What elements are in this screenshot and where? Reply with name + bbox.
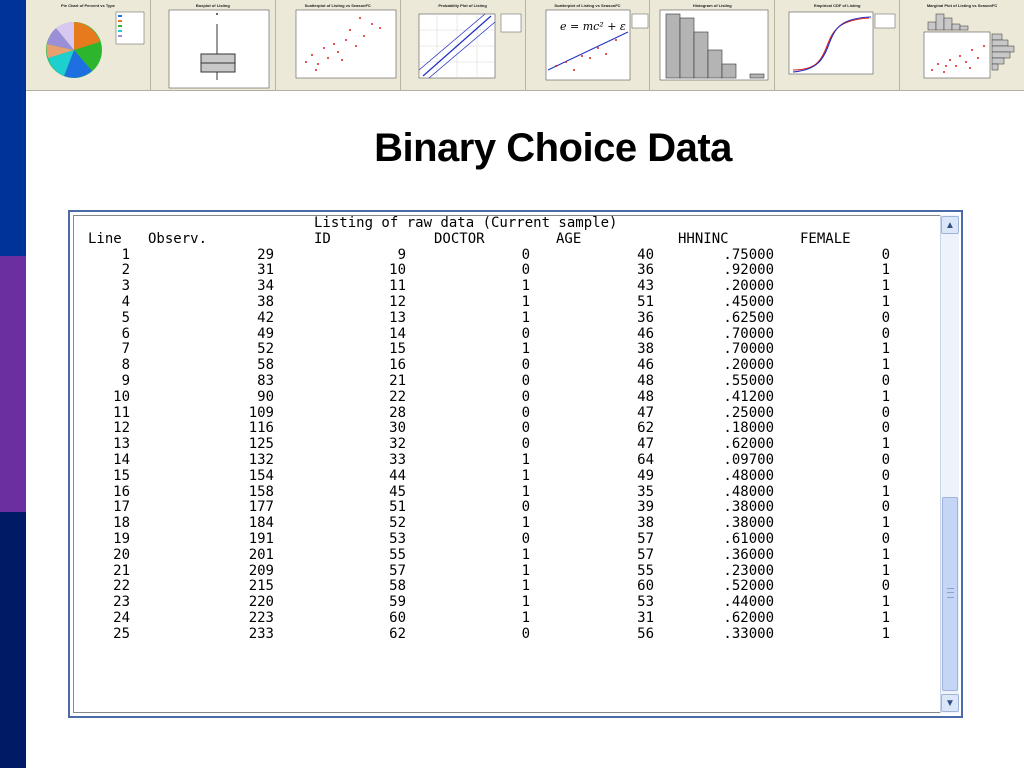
- cell-female: 1: [881, 562, 890, 579]
- boxplot-icon: [151, 0, 275, 90]
- table-row: [74, 263, 940, 279]
- table-row: [74, 358, 940, 374]
- marginal-plot-thumb: [900, 0, 1024, 90]
- cell-female: 1: [881, 388, 890, 405]
- cell-line: 4: [121, 293, 130, 310]
- table-row: [74, 627, 940, 643]
- cell-line: 14: [113, 451, 130, 468]
- cell-age: 47: [637, 436, 654, 453]
- table-row: [74, 532, 940, 548]
- table-row: [74, 548, 940, 564]
- cell-id: 59: [389, 594, 406, 611]
- thumb-caption: Scatterplot of Listing vs SeasonFC: [304, 3, 371, 8]
- table-row: [74, 311, 940, 327]
- cell-age: 64: [637, 451, 654, 468]
- cell-hhninc: .41200: [723, 388, 774, 405]
- pie-chart-thumb: [26, 0, 151, 90]
- cell-observ: 125: [248, 436, 274, 453]
- cell-line: 6: [121, 325, 130, 342]
- cell-female: 0: [881, 325, 890, 342]
- cell-hhninc: .36000: [723, 546, 774, 563]
- cell-hhninc: .25000: [723, 404, 774, 421]
- cell-hhninc: .92000: [723, 262, 774, 279]
- cell-hhninc: .70000: [723, 341, 774, 358]
- vertical-scrollbar[interactable]: [940, 215, 959, 713]
- cell-observ: 38: [257, 293, 274, 310]
- cell-female: 1: [881, 293, 890, 310]
- cell-observ: 154: [248, 467, 274, 484]
- cell-line: 7: [121, 341, 130, 358]
- empirical-cdf-icon: [775, 0, 899, 90]
- cell-doctor: 0: [521, 499, 530, 516]
- cell-age: 46: [637, 325, 654, 342]
- table-row: [74, 595, 940, 611]
- cell-observ: 116: [248, 420, 274, 437]
- cell-observ: 220: [248, 594, 274, 611]
- cell-line: 16: [113, 483, 130, 500]
- cell-female: 1: [881, 594, 890, 611]
- cell-hhninc: .20000: [723, 278, 774, 295]
- chevron-down-icon[interactable]: ▼: [941, 694, 959, 712]
- cell-doctor: 1: [521, 578, 530, 595]
- cell-line: 24: [113, 609, 130, 626]
- cell-observ: 29: [257, 246, 274, 263]
- table-row: [74, 579, 940, 595]
- cell-female: 0: [881, 372, 890, 389]
- cell-line: 3: [121, 278, 130, 295]
- cell-id: 55: [389, 546, 406, 563]
- cell-observ: 223: [248, 609, 274, 626]
- col-header-doctor: DOCTOR: [434, 230, 485, 247]
- cell-doctor: 1: [521, 515, 530, 532]
- empirical-cdf-thumb: [775, 0, 900, 90]
- cell-hhninc: .45000: [723, 293, 774, 310]
- table-row: [74, 453, 940, 469]
- cell-age: 48: [637, 372, 654, 389]
- cell-doctor: 1: [521, 594, 530, 611]
- cell-age: 39: [637, 499, 654, 516]
- cell-hhninc: .62000: [723, 609, 774, 626]
- cell-age: 49: [637, 467, 654, 484]
- output-text-area[interactable]: [73, 215, 941, 713]
- cell-id: 52: [389, 515, 406, 532]
- cell-observ: 177: [248, 499, 274, 516]
- cell-hhninc: .55000: [723, 372, 774, 389]
- cell-age: 56: [637, 625, 654, 642]
- cell-age: 40: [637, 246, 654, 263]
- cell-id: 11: [389, 278, 406, 295]
- table-row: [74, 390, 940, 406]
- cell-female: 1: [881, 262, 890, 279]
- cell-female: 0: [881, 499, 890, 516]
- cell-female: 1: [881, 546, 890, 563]
- cell-doctor: 0: [521, 420, 530, 437]
- cell-line: 9: [121, 372, 130, 389]
- cell-doctor: 1: [521, 467, 530, 484]
- cell-doctor: 0: [521, 262, 530, 279]
- cell-id: 45: [389, 483, 406, 500]
- cell-age: 57: [637, 530, 654, 547]
- cell-age: 43: [637, 278, 654, 295]
- cell-id: 60: [389, 609, 406, 626]
- chevron-up-icon[interactable]: ▲: [941, 216, 959, 234]
- slide-sidebar: [0, 0, 26, 768]
- cell-age: 46: [637, 357, 654, 374]
- thumb-caption: Boxplot of Listing: [195, 3, 230, 8]
- thumb-caption: Probability Plot of Listing: [438, 3, 487, 8]
- cell-doctor: 1: [521, 451, 530, 468]
- cell-line: 18: [113, 515, 130, 532]
- cell-line: 15: [113, 467, 130, 484]
- chart-thumbnail-banner: [26, 0, 1024, 91]
- table-row: [74, 327, 940, 343]
- formula-text: e = mc² + ε: [559, 20, 626, 33]
- cell-id: 33: [389, 451, 406, 468]
- cell-id: 9: [397, 246, 406, 263]
- cell-doctor: 0: [521, 436, 530, 453]
- cell-female: 0: [881, 404, 890, 421]
- cell-observ: 49: [257, 325, 274, 342]
- cell-doctor: 0: [521, 357, 530, 374]
- cell-hhninc: .23000: [723, 562, 774, 579]
- cell-line: 20: [113, 546, 130, 563]
- cell-hhninc: .62500: [723, 309, 774, 326]
- cell-line: 25: [113, 625, 130, 642]
- cell-female: 0: [881, 467, 890, 484]
- cell-doctor: 1: [521, 609, 530, 626]
- cell-age: 31: [637, 609, 654, 626]
- cell-female: 0: [881, 309, 890, 326]
- cell-doctor: 1: [521, 341, 530, 358]
- cell-hhninc: .52000: [723, 578, 774, 595]
- cell-line: 12: [113, 420, 130, 437]
- col-header-observ: Observ.: [148, 230, 208, 247]
- cell-line: 10: [113, 388, 130, 405]
- table-row: [74, 279, 940, 295]
- col-header-age: AGE: [556, 230, 582, 247]
- cell-observ: 233: [248, 625, 274, 642]
- listing-heading: Listing of raw data (Current sample): [314, 215, 618, 231]
- grip-icon: [947, 588, 954, 598]
- cell-female: 1: [881, 278, 890, 295]
- cell-female: 1: [881, 483, 890, 500]
- table-row: [74, 437, 940, 453]
- table-row: [74, 500, 940, 516]
- table-row: [74, 516, 940, 532]
- cell-doctor: 1: [521, 278, 530, 295]
- cell-doctor: 0: [521, 530, 530, 547]
- cell-id: 51: [389, 499, 406, 516]
- regression-icon: [526, 0, 650, 90]
- cell-line: 8: [121, 357, 130, 374]
- cell-doctor: 1: [521, 309, 530, 326]
- cell-female: 1: [881, 625, 890, 642]
- cell-observ: 31: [257, 262, 274, 279]
- cell-doctor: 1: [521, 546, 530, 563]
- pie-chart-icon: [26, 0, 150, 90]
- probability-plot-icon: [401, 0, 525, 90]
- cell-line: 2: [121, 262, 130, 279]
- table-row: [74, 295, 940, 311]
- histogram-thumb: [650, 0, 775, 90]
- cell-doctor: 0: [521, 246, 530, 263]
- cell-age: 51: [637, 293, 654, 310]
- col-header-line: Line: [88, 230, 122, 247]
- cell-hhninc: .70000: [723, 325, 774, 342]
- cell-line: 11: [113, 404, 130, 421]
- cell-doctor: 0: [521, 625, 530, 642]
- cell-age: 48: [637, 388, 654, 405]
- table-row: [74, 421, 940, 437]
- cell-doctor: 1: [521, 293, 530, 310]
- cell-female: 0: [881, 530, 890, 547]
- cell-line: 22: [113, 578, 130, 595]
- regression-thumb: [526, 0, 651, 90]
- cell-line: 13: [113, 436, 130, 453]
- cell-id: 14: [389, 325, 406, 342]
- marginal-plot-icon: [900, 0, 1024, 90]
- table-row: [74, 406, 940, 422]
- cell-observ: 34: [257, 278, 274, 295]
- cell-line: 1: [121, 246, 130, 263]
- table-row: [74, 374, 940, 390]
- cell-hhninc: .44000: [723, 594, 774, 611]
- cell-id: 32: [389, 436, 406, 453]
- cell-id: 53: [389, 530, 406, 547]
- cell-female: 0: [881, 451, 890, 468]
- cell-observ: 215: [248, 578, 274, 595]
- listing-header-row: [74, 232, 940, 248]
- raw-data-listing: [74, 216, 940, 643]
- sidebar-segment-purple: [0, 256, 26, 512]
- cell-line: 5: [121, 309, 130, 326]
- table-row: [74, 248, 940, 264]
- col-header-hhninc: HHNINC: [678, 230, 729, 247]
- output-window: [68, 210, 963, 718]
- cell-female: 1: [881, 515, 890, 532]
- cell-observ: 83: [257, 372, 274, 389]
- cell-female: 1: [881, 341, 890, 358]
- cell-age: 47: [637, 404, 654, 421]
- cell-observ: 158: [248, 483, 274, 500]
- cell-id: 12: [389, 293, 406, 310]
- cell-observ: 191: [248, 530, 274, 547]
- cell-id: 15: [389, 341, 406, 358]
- table-row: [74, 611, 940, 627]
- cell-id: 28: [389, 404, 406, 421]
- cell-female: 0: [881, 578, 890, 595]
- cell-hhninc: .62000: [723, 436, 774, 453]
- cell-hhninc: .61000: [723, 530, 774, 547]
- cell-female: 1: [881, 357, 890, 374]
- cell-id: 58: [389, 578, 406, 595]
- table-row: [74, 564, 940, 580]
- cell-female: 1: [881, 609, 890, 626]
- cell-observ: 132: [248, 451, 274, 468]
- scrollbar-thumb[interactable]: [942, 497, 958, 691]
- cell-line: 17: [113, 499, 130, 516]
- cell-observ: 58: [257, 357, 274, 374]
- cell-line: 19: [113, 530, 130, 547]
- cell-hhninc: .38000: [723, 515, 774, 532]
- cell-id: 13: [389, 309, 406, 326]
- cell-id: 16: [389, 357, 406, 374]
- cell-doctor: 1: [521, 483, 530, 500]
- slide-title: Binary Choice Data: [374, 126, 732, 170]
- col-header-female: FEMALE: [800, 230, 851, 247]
- boxplot-thumb: [151, 0, 276, 90]
- cell-age: 60: [637, 578, 654, 595]
- cell-hhninc: .09700: [723, 451, 774, 468]
- cell-observ: 109: [248, 404, 274, 421]
- cell-id: 10: [389, 262, 406, 279]
- cell-id: 22: [389, 388, 406, 405]
- cell-doctor: 1: [521, 562, 530, 579]
- cell-hhninc: .48000: [723, 483, 774, 500]
- cell-female: 1: [881, 436, 890, 453]
- cell-observ: 184: [248, 515, 274, 532]
- cell-age: 62: [637, 420, 654, 437]
- listing-heading-row: [74, 216, 940, 232]
- col-header-id: ID: [314, 230, 331, 247]
- thumb-caption: Empirical CDF of Listing: [813, 3, 861, 8]
- cell-id: 62: [389, 625, 406, 642]
- probability-plot-thumb: [401, 0, 526, 90]
- cell-age: 38: [637, 341, 654, 358]
- cell-female: 0: [881, 246, 890, 263]
- cell-hhninc: .33000: [723, 625, 774, 642]
- cell-age: 57: [637, 546, 654, 563]
- table-row: [74, 485, 940, 501]
- cell-doctor: 0: [521, 325, 530, 342]
- cell-doctor: 0: [521, 372, 530, 389]
- cell-id: 44: [389, 467, 406, 484]
- cell-observ: 42: [257, 309, 274, 326]
- cell-observ: 90: [257, 388, 274, 405]
- cell-hhninc: .18000: [723, 420, 774, 437]
- thumb-caption: Pie Chart of Percent vs Type: [60, 3, 115, 8]
- cell-doctor: 0: [521, 404, 530, 421]
- cell-age: 36: [637, 262, 654, 279]
- table-row: [74, 342, 940, 358]
- scatterplot-thumb: [276, 0, 401, 90]
- cell-age: 53: [637, 594, 654, 611]
- cell-hhninc: .38000: [723, 499, 774, 516]
- thumb-caption: Histogram of Listing: [692, 3, 732, 8]
- cell-age: 55: [637, 562, 654, 579]
- table-row: [74, 469, 940, 485]
- cell-id: 57: [389, 562, 406, 579]
- cell-hhninc: .20000: [723, 357, 774, 374]
- scatterplot-icon: [276, 0, 400, 90]
- cell-female: 0: [881, 420, 890, 437]
- histogram-icon: [650, 0, 774, 90]
- cell-id: 30: [389, 420, 406, 437]
- cell-age: 35: [637, 483, 654, 500]
- cell-doctor: 0: [521, 388, 530, 405]
- cell-line: 23: [113, 594, 130, 611]
- cell-observ: 52: [257, 341, 274, 358]
- cell-observ: 201: [248, 546, 274, 563]
- thumb-caption: Scatterplot of Listing vs SeasonFC: [554, 3, 621, 8]
- cell-age: 38: [637, 515, 654, 532]
- cell-hhninc: .48000: [723, 467, 774, 484]
- cell-observ: 209: [248, 562, 274, 579]
- sidebar-segment-navy: [0, 512, 26, 768]
- cell-hhninc: .75000: [723, 246, 774, 263]
- thumb-caption: Marginal Plot of Listing vs SeasonFC: [926, 3, 998, 8]
- cell-age: 36: [637, 309, 654, 326]
- cell-line: 21: [113, 562, 130, 579]
- cell-id: 21: [389, 372, 406, 389]
